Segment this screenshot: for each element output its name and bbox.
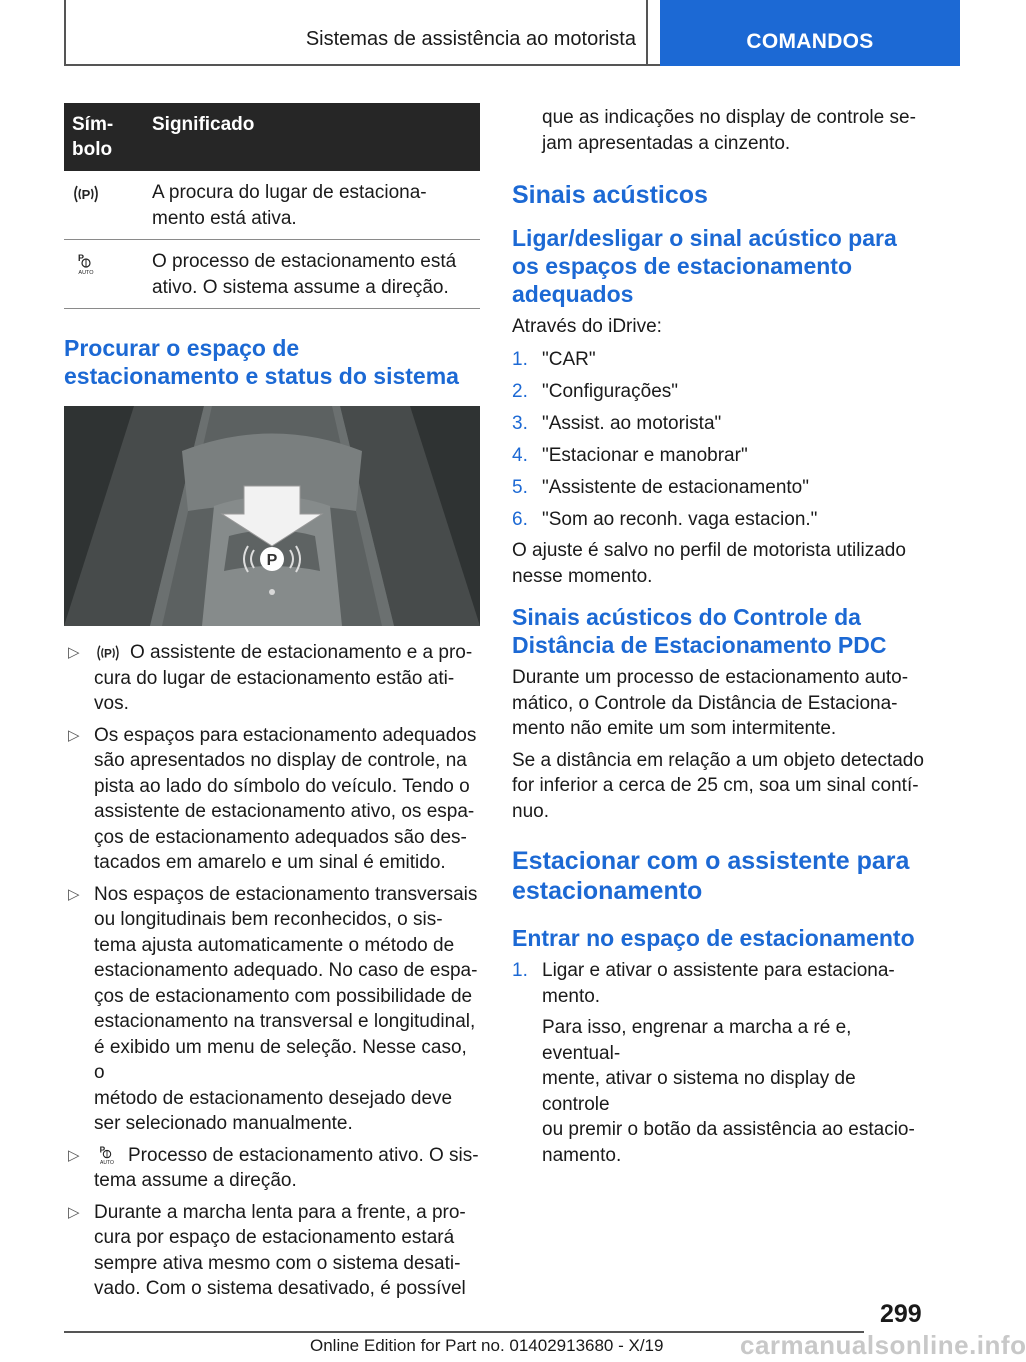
svg-text:P: P bbox=[99, 1145, 106, 1155]
watermark: carmanualsonline.info bbox=[740, 1330, 1026, 1360]
step-text: "Estacionar e manobrar" bbox=[542, 444, 748, 466]
bullet-text: O assistente de estacionamento e a pro- cura do lugar de estacionamento estão ati- vos. bbox=[94, 642, 473, 714]
parking-display-image bbox=[64, 406, 480, 626]
list-item bbox=[512, 411, 928, 437]
heading-procurar: Procurar o espaço de estacionamento e status do sistema bbox=[64, 335, 459, 389]
section-title: Sistemas de assistência ao motorista bbox=[305, 28, 636, 50]
chapter-tab: COMANDOS bbox=[660, 0, 960, 66]
step-number: 6. bbox=[512, 508, 528, 530]
list-item bbox=[64, 1143, 480, 1194]
svg-text:AUTO: AUTO bbox=[100, 1160, 114, 1167]
heading-estacionar: Estacionar com o assistente para estacionamento bbox=[512, 847, 910, 905]
list-item bbox=[512, 507, 928, 533]
table-row bbox=[64, 240, 480, 309]
heading-entrar: Entrar no espaço de estacionamento bbox=[512, 925, 915, 951]
step-number: 3. bbox=[512, 412, 528, 434]
bullet-text: Nos espaços de estacionamento transversais ou longitudinais bem reconhecidos, o sis- tema ajusta automaticamente o método de estacionamento adequado. No caso de espa- ços de estacionamento com possibilidade de estacionamento na transversal e longitudinal, é exibido um menu de seleção. Nesse caso, o método de estacionamento desejado deve ser selecionado manualmente. bbox=[94, 883, 478, 1134]
triangle-bullet-icon: ▷ bbox=[68, 726, 80, 744]
edition-text: Online Edition for Part no. 01402913680 - X/19 bbox=[310, 1336, 664, 1355]
step-text: "Assistente de estacionamento" bbox=[542, 476, 809, 498]
idrive-steps bbox=[512, 347, 928, 533]
svg-text:P: P bbox=[81, 187, 91, 202]
bullet-text: Processo de estacionamento ativo. O sis- tema assume a direção. bbox=[94, 1144, 479, 1191]
step-number: 5. bbox=[512, 476, 528, 498]
step-text: "Configurações" bbox=[542, 380, 679, 402]
step-detail: Para isso, engrenar a marcha a ré e, eventual- mente, ativar o sistema no display de controle ou premir o botão da assistência ao estacio- namento. bbox=[542, 1017, 915, 1166]
triangle-bullet-icon: ▷ bbox=[68, 885, 80, 903]
list-item bbox=[512, 347, 928, 373]
left-column bbox=[64, 103, 480, 1302]
symbol-table bbox=[64, 103, 480, 309]
step-number: 2. bbox=[512, 380, 528, 402]
list-item bbox=[512, 958, 928, 1009]
meaning-cell: O processo de estacionamento está ativo. O sistema assume a direção. bbox=[144, 240, 480, 309]
ajuste-text: O ajuste é salvo no perfil de motorista utilizado nesse momento. bbox=[512, 540, 906, 587]
col-meaning-header: Significado bbox=[152, 114, 255, 135]
step-number: 1. bbox=[512, 960, 528, 981]
heading-ligar-desligar: Ligar/desligar o sinal acústico para os espaços de estacionamento adequados bbox=[512, 225, 897, 307]
heading-pdc: Sinais acústicos do Controle da Distância de Estacionamento PDC bbox=[512, 604, 887, 658]
list-item bbox=[512, 379, 928, 405]
step-text: "Assist. ao motorista" bbox=[542, 412, 722, 434]
step-text: "CAR" bbox=[542, 348, 596, 370]
parking-search-icon bbox=[72, 183, 100, 205]
page-number: 299 bbox=[880, 1300, 922, 1328]
list-item bbox=[512, 443, 928, 469]
bullet-list bbox=[64, 640, 480, 1302]
bullet-text: Os espaços para estacionamento adequados são apresentados no display de controle, na pista ao lado do símbolo do veículo. Tendo o assistente de estacionamento ativo, os espa- ços de estacionamento adequados são des- tacados em amarelo e um sinal é emitido. bbox=[94, 724, 477, 873]
parking-search-icon bbox=[94, 643, 122, 663]
col-symbol-header: Sím- bolo bbox=[72, 114, 114, 160]
header-divider bbox=[646, 0, 648, 66]
table-header-row bbox=[64, 103, 480, 171]
svg-text:P: P bbox=[104, 646, 112, 661]
pdc-paragraph-1: Durante um processo de estacionamento auto- mático, o Controle da Distância de Estaciona- mento não emite um som intermitente. bbox=[512, 667, 909, 739]
step-number: 4. bbox=[512, 444, 528, 466]
parking-auto-icon bbox=[94, 1144, 120, 1166]
symbol-cell bbox=[64, 240, 144, 309]
triangle-bullet-icon: ▷ bbox=[68, 644, 80, 661]
parking-illustration bbox=[64, 406, 480, 626]
bullet-text: Durante a marcha lenta para a frente, a pro- cura por espaço de estacionamento estará sempre ativa mesmo com o sistema desati- vado. Com o sistema desativado, é possível bbox=[94, 1201, 466, 1299]
atraves-text: Através do iDrive: bbox=[512, 316, 662, 337]
step-text: Ligar e ativar o assistente para estaciona- mento. bbox=[542, 960, 895, 1007]
continued-text: que as indicações no display de controle se- jam apresentadas a cinzento. bbox=[542, 107, 916, 154]
triangle-bullet-icon: ▷ bbox=[68, 1203, 80, 1221]
heading-sinais-acusticos: Sinais acústicos bbox=[512, 181, 708, 209]
meaning-cell: A procura do lugar de estaciona- mento está ativa. bbox=[144, 171, 480, 240]
list-item bbox=[64, 723, 480, 876]
parking-auto-icon bbox=[72, 252, 100, 276]
list-item bbox=[64, 882, 480, 1137]
list-item bbox=[64, 1200, 480, 1302]
step-text: "Som ao reconh. vaga estacion." bbox=[542, 508, 818, 530]
table-row bbox=[64, 171, 480, 240]
triangle-bullet-icon: ▷ bbox=[68, 1146, 80, 1164]
list-item bbox=[512, 475, 928, 501]
pdc-paragraph-2: Se a distância em relação a um objeto detectado for inferior a cerca de 25 cm, soa um sinal contí- nuo. bbox=[512, 749, 924, 822]
step-number: 1. bbox=[512, 348, 528, 370]
list-item bbox=[64, 640, 480, 717]
symbol-cell bbox=[64, 171, 144, 240]
right-column bbox=[512, 103, 928, 1168]
svg-text:P: P bbox=[78, 253, 85, 263]
svg-text:AUTO: AUTO bbox=[78, 270, 94, 276]
svg-text:P: P bbox=[266, 552, 278, 569]
